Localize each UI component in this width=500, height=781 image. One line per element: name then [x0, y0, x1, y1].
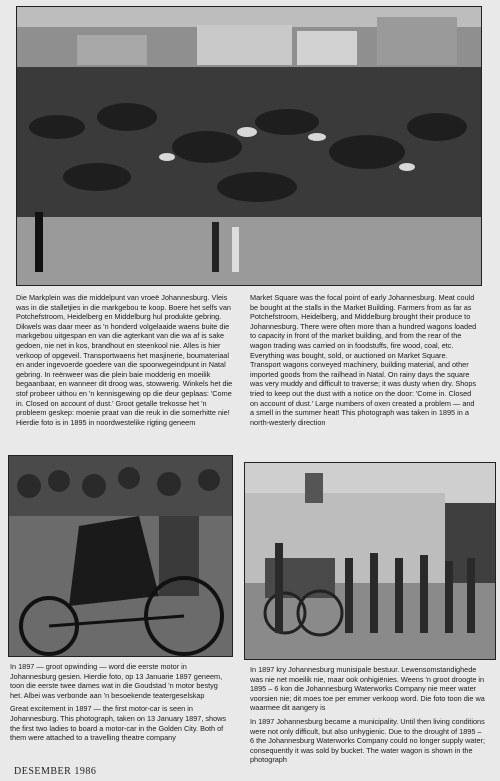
water-wagon-photo [244, 462, 496, 660]
water-wagon-caption [250, 665, 486, 765]
caption-text: Die Markplein was die middelpunt van vroeë Johannesburg. Vleis was in die stalletjies in die markgebou te koop. Boere het selfs van Potchefstroom, Heidelberg en Middelburg hul produkte gebring. Dikwels was daar meer as 'n honderd volgelaaide waens buite die markgebou uitgespan en van die agterkant van die wa af is sake gedoen, nie net in kos, brandhout en steenkool nie. Alles is hier verkoop of opgeveil. Transportwaens het masjinerie, boumateriaal en ander ingevoerde goedere van die spoorwegeindpunt in Natal gebring. In reënweer was die plein baie modderig en moeilik begaanbaar, en wanneer dit droog was, stowwerig. Winkels het die stof probeer uithou en 'n kennisgewing op die deur geplaas: 'Come in. Closed on account of dust.' Groot getalle trekosse het 'n probleem geskep: moenie praat van die reuk in die somerhitte nie! Hierdie foto is in 1895 in noordwestelike rigting geneem [16, 293, 233, 427]
market-square-caption-afrikaans [16, 293, 238, 427]
water-wagon-illustration [245, 463, 495, 659]
market-square-photo [16, 6, 482, 286]
market-square-caption-english [250, 293, 480, 427]
caption-afrikaans: In 1897 kry Johannesburg munisipale bestuur. Lewensomstandighede was nie net moeilik nie, maar ook onhigiënies. Weens 'n groot droogte in 1895 – 6 kon die Johannesburg Waterworks Company nie meer water voorsien nie; dit moes toe per emmer verkoop word. Die foto toon die wa waarmee dit aangery is [250, 665, 485, 713]
caption-text: Market Square was the focal point of early Johannesburg. Meat could be bought at the stalls in the Market Building. Farmers from as far as Potchefstroom, Heidelberg, and Middelburg brought their produce to Johannesburg. There were often more than a hundred wagons loaded to capacity in front of the market building, and from the rear of the wagon trading was carried on in foodstuffs, fire wood, coal, etc. Everything was bought, sold, or auctioned on Market Square. Transport wagons conveyed machinery, building material, and other imported goods from the railhead in Natal. On rainy days the square was very muddy and difficult to traverse; it was dusty when dry. Shops tried to keep out the dust with a notice on the door: 'Come in. Closed on account of dust.' Large numbers of oxen created a problem — and a smell in the summer heat! This photograph was taken in 1895 in a north-westerly direction [250, 293, 477, 427]
first-motor-car-photo [8, 455, 233, 657]
market-square-illustration [17, 7, 481, 285]
caption-english: In 1897 Johannesburg became a municipality. Until then living conditions were not only difficult, but also unhygienic. Due to the drought of 1895 – 6 the Johannesburg Waterworks Company could no longer supply water; consequently it was sold by bucket. The water wagon is shown in the photograph [250, 716, 485, 765]
motor-car-illustration [9, 456, 232, 656]
caption-english: Great excitement in 1897 — the first motor-car is seen in Johannesburg. This photograph, taken on 13 January 1897, shows the first two ladies to board a motor-car in the Golden City. Both of them were attached to a travelling theatre company [10, 704, 227, 743]
motor-car-caption [10, 662, 232, 743]
page-footer: DESEMBER 1986 [14, 766, 97, 777]
caption-afrikaans: In 1897 — groot opwinding — word die eerste motor in Johannesburg gesien. Hierdie foto, op 13 Januarie 1897 geneem, toon die eerste twee dames wat in die Goudstad 'n motor bestyg het. Albei was verbonde aan 'n besoekende teatergeselskap [10, 662, 223, 700]
